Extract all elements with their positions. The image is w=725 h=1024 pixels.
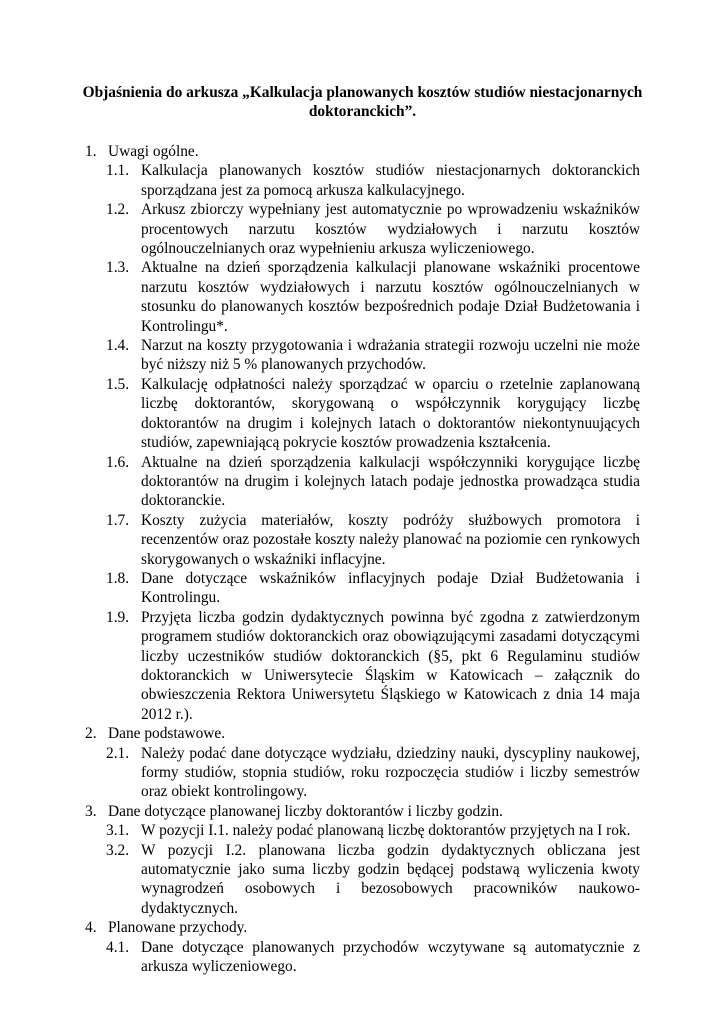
section-4: [85, 918, 640, 976]
list-item: [106, 938, 640, 977]
list-item: [106, 608, 640, 724]
section-2: [85, 724, 640, 802]
item-text: W pozycji I.2. planowana liczba godzin dydaktycznych obliczana jest automatycznie jako suma liczby godzin będącej podstawą wyliczenia kwoty wynagrodzeń osobowych i bezosobowych pracowników naukowo-dydaktycznych.: [141, 841, 640, 917]
list-item: [106, 453, 640, 511]
item-text: W pozycji I.1. należy podać planowaną liczbę doktorantów przyjętych na I rok.: [141, 822, 631, 840]
item-text: Aktualne na dzień sporządzenia kalkulacji planowane wskaźniki procentowe narzutu kosztów wydziałowych i narzutu kosztów ogólnouczelnianych w stosunku do planowanych kosztów bezpośrednich podaje Dział Budżetowania i Kontrolingu*.: [141, 259, 640, 335]
list-item: [106, 569, 640, 608]
item-number: 1.7.: [106, 511, 130, 529]
list-item: [106, 161, 640, 200]
item-number: 4.1.: [106, 938, 130, 956]
section-number: 3.: [85, 802, 97, 820]
item-number: 1.1.: [106, 162, 130, 180]
item-text: Dane dotyczące wskaźników inflacyjnych podaje Dział Budżetowania i Kontrolingu.: [141, 569, 640, 607]
list-item: [106, 375, 640, 453]
list-item: [106, 821, 640, 840]
list-item: [106, 200, 640, 258]
item-text: Dane dotyczące planowanych przychodów wczytywane są automatycznie z arkusza wyliczeniowego.: [141, 938, 640, 976]
item-text: Koszty zużycia materiałów, koszty podróży służbowych promotora i recenzentów oraz pozostałe koszty należy planować na poziomie cen rynkowych skorygowanych o wskaźniki inflacyjne.: [141, 511, 640, 568]
item-number: 1.2.: [106, 201, 130, 219]
item-number: 2.1.: [106, 744, 130, 762]
item-text: Arkusz zbiorczy wypełniany jest automatycznie po wprowadzeniu wskaźników procentowych narzutu kosztów wydziałowych i narzutu kosztów ogólnouczelnianych oraz wypełnieniu arkusza wyliczeniowego.: [141, 201, 640, 258]
item-text: Należy podać dane dotyczące wydziału, dziedziny nauki, dyscypliny naukowej, formy studiów, stopnia studiów, roku rozpoczęcia studiów i liczby semestrów oraz obiekt kontrolingowy.: [141, 744, 640, 801]
item-text: Przyjęta liczba godzin dydaktycznych powinna być zgodna z zatwierdzonym programem studiów doktoranckich oraz obowiązującymi zasadami dotyczącymi liczby uczestników studiów doktoranckich (§5, pkt 6 Regulaminu studiów doktoranckich w Uniwersytecie Śląskim w Katowicach – załącznik do obwieszczenia Rektora Uniwersytetu Śląskiego w Katowicach z dnia 14 maja 2012 r.).: [141, 608, 640, 723]
item-text: Kalkulacja planowanych kosztów studiów niestacjonarnych doktoranckich sporządzana jest za pomocą arkusza kalkulacyjnego.: [141, 162, 640, 199]
section-number: 2.: [85, 725, 97, 743]
item-number: 1.8.: [106, 569, 130, 587]
section-title: Uwagi ogólne.: [108, 143, 199, 160]
list-item: [106, 511, 640, 569]
item-number: 1.4.: [106, 337, 130, 355]
item-number: 3.2.: [106, 841, 130, 859]
section-number: 4.: [85, 919, 97, 937]
item-number: 1.3.: [106, 259, 130, 277]
item-text: Aktualne na dzień sporządzenia kalkulacji współczynniki korygujące liczbę doktorantów na drugim i kolejnych latach podaje jednostka prowadząca studia doktoranckie.: [141, 453, 640, 510]
section-title: Dane dotyczące planowanej liczby doktorantów i liczby godzin.: [108, 802, 503, 820]
document-title: Objaśnienia do arkusza „Kalkulacja planowanych kosztów studiów niestacjonarnych doktoranckich”.: [82, 84, 643, 121]
list-item: [106, 841, 640, 919]
section-number: 1.: [85, 143, 97, 160]
section-list: [0, 142, 725, 976]
item-text: Kalkulację odpłatności należy sporządzać w oparciu o rzetelnie zaplanowaną liczbę doktorantów, skorygowaną o współczynnik korygujący liczbę doktorantów na drugim i kolejnych latach o doktorantów niekontynuujących studiów, zapewniającą pokrycie kosztów prowadzenia kształcenia.: [141, 375, 640, 452]
list-item: [106, 336, 640, 375]
section-1: [85, 142, 640, 724]
item-number: 1.5.: [106, 375, 130, 393]
item-number: 1.6.: [106, 453, 130, 471]
section-3: [85, 802, 640, 918]
item-number: 3.1.: [106, 822, 130, 840]
item-number: 1.9.: [106, 608, 130, 626]
list-item: [106, 744, 640, 802]
item-text: Narzut na koszty przygotowania i wdrażania strategii rozwoju uczelni nie może być niższy niż 5 % planowanych przychodów.: [141, 337, 640, 374]
section-title: Planowane przychody.: [108, 919, 248, 937]
section-title: Dane podstawowe.: [108, 725, 226, 743]
list-item: [106, 258, 640, 336]
